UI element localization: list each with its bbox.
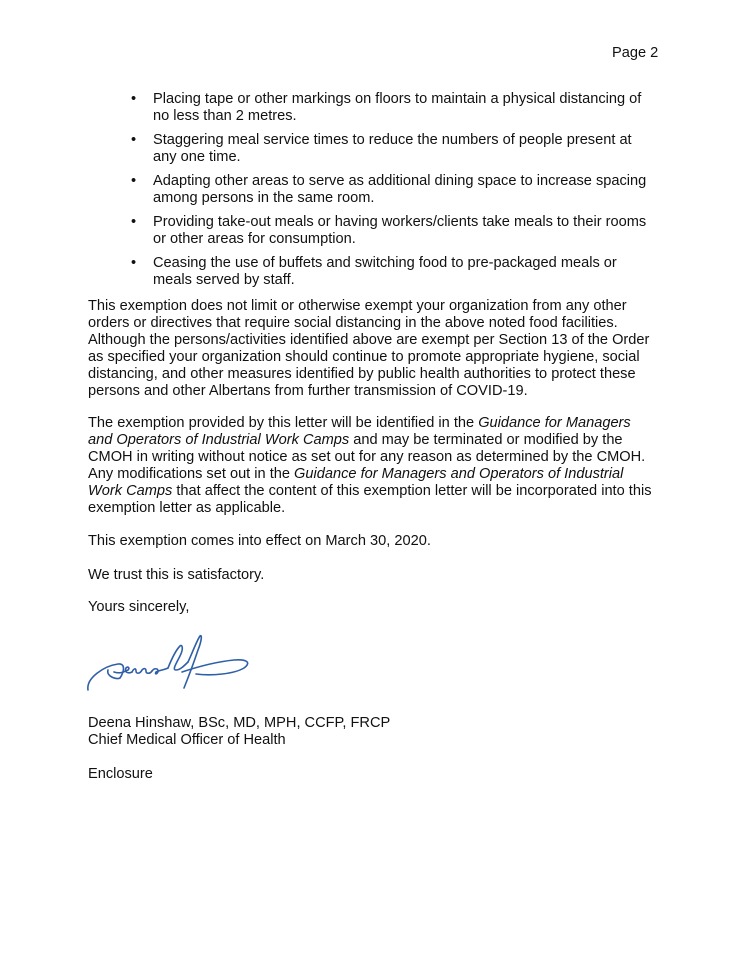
paragraph-line: exemption letter as applicable.	[88, 500, 286, 516]
paragraph-line	[88, 432, 668, 449]
valediction: Yours sincerely,	[88, 599, 190, 615]
list-item-line: Providing take-out meals or having workers/clients take meals to their rooms	[153, 214, 647, 230]
paragraph-text: that affect the content of this exemption letter will be incorporated into this	[172, 483, 652, 499]
paragraph-line: distancing, and other measures identified by public health authorities to protect these	[88, 366, 636, 382]
closing-line: We trust this is satisfactory.	[88, 567, 265, 583]
signatory-name: Deena Hinshaw, BSc, MD, MPH, CCFP, FRCP	[88, 715, 391, 731]
list-item-line: no less than 2 metres.	[153, 108, 297, 124]
list-item-line: Staggering meal service times to reduce the numbers of people present at	[153, 132, 632, 148]
bullet-icon: •	[131, 91, 137, 107]
guidance-paragraph	[88, 415, 668, 517]
bullet-icon: •	[131, 214, 137, 230]
list-item	[131, 132, 671, 166]
paragraph-line: persons and other Albertans from further transmission of COVID-19.	[88, 383, 528, 399]
paragraph-text: The exemption provided by this letter will be identified in the	[88, 415, 479, 431]
list-item-line: among persons in the same room.	[153, 190, 375, 206]
effective-date-line: This exemption comes into effect on March 30, 2020.	[88, 533, 431, 549]
enclosure-note: Enclosure	[88, 766, 153, 782]
list-item-line: any one time.	[153, 149, 241, 165]
signature-image	[84, 628, 256, 698]
list-item-line: Ceasing the use of buffets and switching food to pre-packaged meals or	[153, 255, 617, 271]
paragraph-line: orders or directives that require social distancing in the above noted food facilities.	[88, 315, 618, 331]
exemption-scope-paragraph	[88, 298, 668, 400]
list-item-line: meals served by staff.	[153, 272, 295, 288]
list-item-line: or other areas for consumption.	[153, 231, 356, 247]
guidance-title: Guidance for Managers	[478, 415, 631, 431]
guidance-title: Work Camps	[88, 483, 173, 499]
guidance-title: Guidance for Managers and Operators of Industrial	[294, 466, 624, 482]
paragraph-line	[88, 466, 668, 483]
list-item	[131, 173, 671, 207]
paragraph-line: as specified your organization should continue to promote appropriate hygiene, social	[88, 349, 640, 365]
bullet-icon: •	[131, 255, 137, 271]
list-item-line: Placing tape or other markings on floors to maintain a physical distancing of	[153, 91, 642, 107]
paragraph-line: This exemption does not limit or otherwise exempt your organization from any other	[88, 298, 627, 314]
page-number: Page 2	[612, 45, 659, 61]
list-item	[131, 214, 671, 248]
bullet-icon: •	[131, 132, 137, 148]
list-item	[131, 91, 671, 125]
list-item-line: Adapting other areas to serve as additional dining space to increase spacing	[153, 173, 647, 189]
bullet-icon: •	[131, 173, 137, 189]
signatory-title: Chief Medical Officer of Health	[88, 732, 286, 748]
bullet-list	[131, 91, 671, 296]
paragraph-line	[88, 483, 668, 500]
signatory-block	[88, 715, 588, 749]
paragraph-text: Any modifications set out in the	[88, 466, 295, 482]
paragraph-line: Although the persons/activities identified above are exempt per Section 13 of the Order	[88, 332, 650, 348]
list-item	[131, 255, 671, 289]
guidance-title: and Operators of Industrial Work Camps	[88, 432, 350, 448]
paragraph-line	[88, 415, 668, 432]
paragraph-text: and may be terminated or modified by the	[349, 432, 623, 448]
paragraph-line: CMOH in writing without notice as set out for any reason as determined by the CMOH.	[88, 449, 646, 465]
